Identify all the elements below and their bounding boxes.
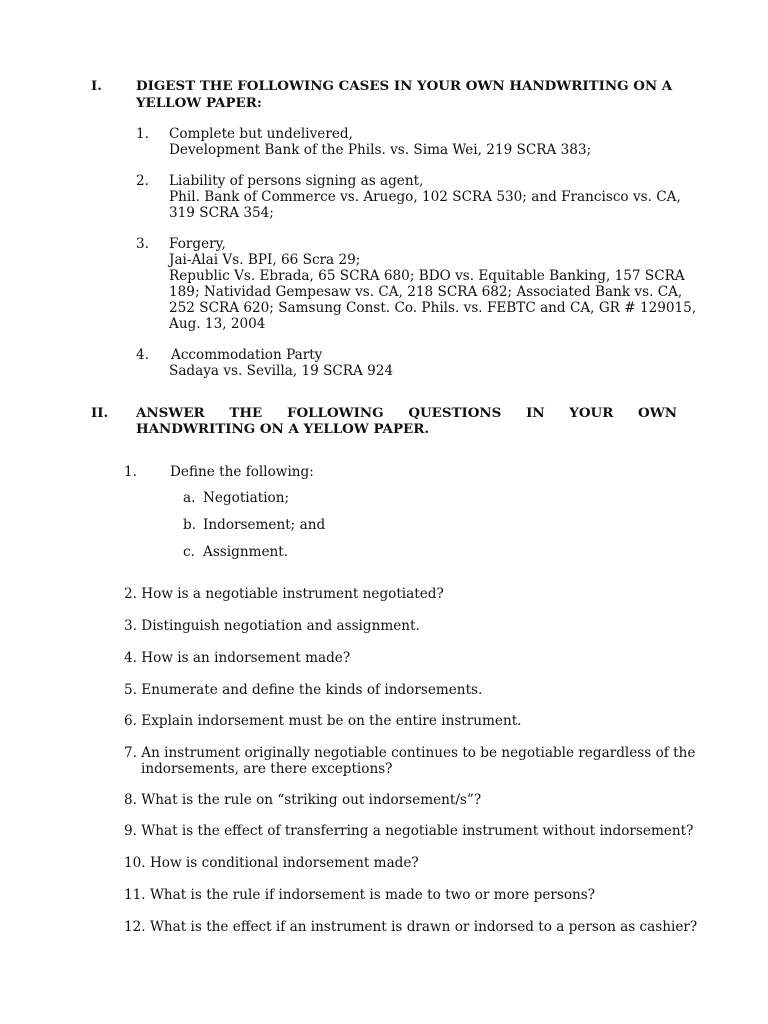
question: 11. What is the rule if indorsement is made to two or more persons? bbox=[124, 887, 596, 903]
section-1-heading-line-1: DIGEST THE FOLLOWING CASES IN YOUR OWN HANDWRITING ON A bbox=[136, 78, 673, 94]
question-text: Define the following: bbox=[170, 464, 314, 480]
section-1-heading-line-2: YELLOW PAPER: bbox=[136, 95, 262, 111]
case-citation: Phil. Bank of Commerce vs. Aruego, 102 SCRA 530; and Francisco vs. CA, bbox=[169, 189, 681, 205]
section-2-heading-line-2: HANDWRITING ON A YELLOW PAPER. bbox=[136, 421, 430, 437]
case-citation: Development Bank of the Phils. vs. Sima Wei, 219 SCRA 383; bbox=[169, 142, 592, 158]
case-citation: Sadaya vs. Sevilla, 19 SCRA 924 bbox=[169, 363, 394, 379]
case-citation: 189; Natividad Gempesaw vs. CA, 218 SCRA 682; Associated Bank vs. CA, bbox=[169, 284, 683, 300]
sub-item-letter: c. bbox=[183, 544, 195, 560]
sub-item-letter: a. bbox=[183, 490, 196, 506]
question: 6. Explain indorsement must be on the entire instrument. bbox=[124, 713, 522, 729]
question: 9. What is the effect of transferring a negotiable instrument without indorsement? bbox=[124, 823, 694, 839]
sub-item-text: Assignment. bbox=[203, 544, 289, 560]
question: 2. How is a negotiable instrument negotiated? bbox=[124, 586, 444, 602]
case-citation: 252 SCRA 620; Samsung Const. Co. Phils. vs. FEBTC and CA, GR # 129015, bbox=[169, 300, 697, 316]
sub-item-text: Negotiation; bbox=[203, 490, 290, 506]
case-topic: Forgery, bbox=[169, 236, 226, 252]
case-citation: Aug. 13, 2004 bbox=[169, 316, 266, 332]
section-2-numeral: II. bbox=[91, 405, 109, 421]
question: 8. What is the rule on “striking out indorsement/s”? bbox=[124, 792, 482, 808]
case-citation: Republic Vs. Ebrada, 65 SCRA 680; BDO vs. Equitable Banking, 157 SCRA bbox=[169, 268, 685, 284]
sub-item-text: Indorsement; and bbox=[203, 517, 326, 533]
case-topic: Accommodation Party bbox=[171, 347, 323, 363]
case-topic: Complete but undelivered, bbox=[169, 126, 353, 142]
case-number: 4. bbox=[136, 347, 149, 363]
section-2-heading-line-1: ANSWER THE FOLLOWING QUESTIONS IN YOUR OWN bbox=[136, 405, 677, 421]
question: 4. How is an indorsement made? bbox=[124, 650, 351, 666]
case-citation: Jai-Alai Vs. BPI, 66 Scra 29; bbox=[169, 252, 361, 268]
question: 12. What is the effect if an instrument is drawn or indorsed to a person as cashier? bbox=[124, 919, 698, 935]
case-topic: Liability of persons signing as agent, bbox=[169, 173, 424, 189]
case-number: 2. bbox=[136, 173, 149, 189]
case-number: 3. bbox=[136, 236, 149, 252]
case-citation: 319 SCRA 354; bbox=[169, 205, 274, 221]
question: 10. How is conditional indorsement made? bbox=[124, 855, 419, 871]
sub-item-letter: b. bbox=[183, 517, 197, 533]
question-number: 1. bbox=[124, 464, 137, 480]
case-number: 1. bbox=[136, 126, 149, 142]
question: 5. Enumerate and define the kinds of indorsements. bbox=[124, 682, 483, 698]
question: 3. Distinguish negotiation and assignment. bbox=[124, 618, 420, 634]
question: 7. An instrument originally negotiable continues to be negotiable regardless of the bbox=[124, 745, 696, 761]
question-continuation: indorsements, are there exceptions? bbox=[141, 761, 393, 777]
section-1-numeral: I. bbox=[91, 78, 102, 94]
